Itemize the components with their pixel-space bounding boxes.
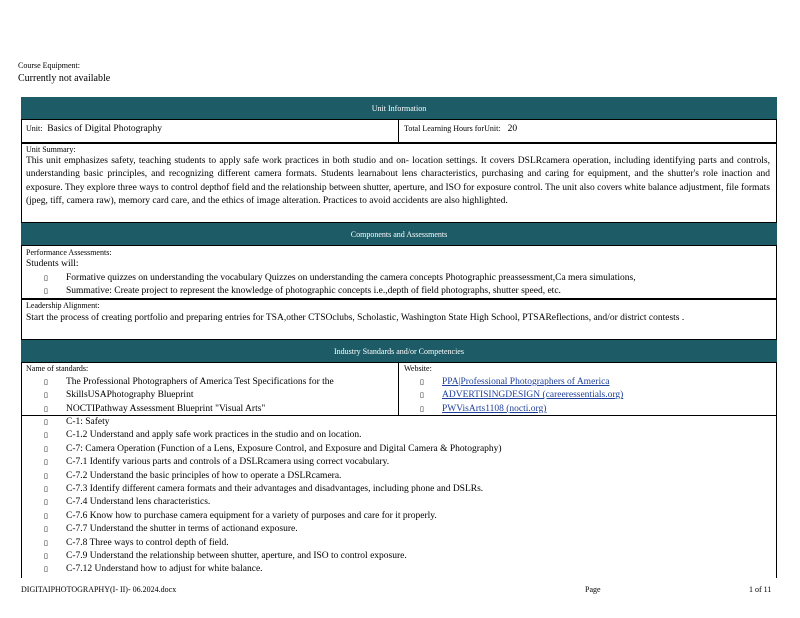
list-item: ▯ SkillsUSAPhotography Blueprint — [44, 389, 394, 402]
list-item: ▯ C-7: Camera Operation (Function of a Lens, Exposure Control, and Exposure and Digital Camera & Photography) — [44, 443, 772, 456]
bullet-icon: ▯ — [420, 378, 424, 386]
hours-value: 20 — [507, 124, 518, 134]
bullet-icon: ▯ — [44, 525, 48, 534]
list-item: ▯ C-7.3 Identify different camera formats and their advantages and disadvantages, including phone and DSLRs. — [44, 483, 772, 496]
unit-title — [26, 124, 162, 134]
bullet-icon: ▯ — [44, 444, 48, 453]
summary-text: This unit emphasizes safety, teaching students to apply safe work practices in both studio and on- location settings. It covers DSLRcamera operation, including identifying parts and controls, understanding basic principles, and recognizing different camera formats. Students learnabout lens characteristics, purchasing and caring for equipment, and the shutter's role inaction and exposure. They explore three ways to control depthof field and the relationship between shutter, aperture, and ISO for exposure control. The unit also covers white balance adjustment, file formats (jpeg, tiff, camera raw), memory card care, and the ethics of image alteration. Practices to avoid accidents are also highlighted. — [26, 156, 770, 207]
footer-page-count: 1 of 11 — [749, 585, 772, 594]
competencies-list — [44, 416, 772, 577]
leadership-label: Leadership Alignment: — [26, 301, 100, 310]
list-item: ▯ C-7.9 Understand the relationship between shutter, aperture, and ISO to control exposure. — [44, 550, 772, 563]
bullet-icon: ▯ — [44, 431, 48, 440]
bullet-icon: ▯ — [44, 404, 48, 413]
performance-label: Performance Assessments: — [26, 248, 112, 257]
performance-list — [44, 272, 772, 299]
bullet-icon: ▯ — [44, 511, 48, 520]
bullet-icon: ▯ — [44, 498, 48, 507]
website-link[interactable]: PWVisArts1108 (nocti.org) — [442, 403, 547, 414]
list-item: ▯ C-1: Safety — [44, 416, 772, 429]
bullet-icon: ▯ — [44, 538, 48, 547]
unit-name: Basics of Digital Photography — [47, 124, 162, 134]
bullet-icon: ▯ — [44, 485, 48, 494]
unit-label: Unit: — [26, 124, 43, 133]
list-item: ▯ C-7.1 Identify various parts and controls of a DSLRcamera using correct vocabulary. — [44, 456, 772, 469]
list-item: ▯ C-1.2 Understand and apply safe work practices in the studio and on location. — [44, 429, 772, 442]
website-link[interactable]: ADVERTISINGDESIGN (careeressentials.org) — [442, 390, 624, 401]
industry-header: Industry Standards and/or Competencies — [21, 340, 777, 362]
students-will: Students will: — [26, 259, 79, 269]
list-item: ▯ Summative: Create project to represent the knowledge of photographic concepts i.e.,depth of field photographs, shutter speed, etc. — [44, 285, 772, 298]
footer-page-label: Page — [585, 585, 601, 594]
bullet-icon: ▯ — [44, 391, 48, 400]
leadership-text: Start the process of creating portfolio and preparing entries for TSA,other CTSOclubs, Scholastic, Washington State High School, PTSAReflections, and/or district contests . — [26, 313, 685, 323]
bullet-icon: ▯ — [44, 418, 48, 426]
standards-list — [44, 376, 394, 416]
list-item — [420, 403, 770, 416]
list-item: ▯ NOCTIPathway Assessment Blueprint "Visual Arts" — [44, 403, 394, 416]
list-item: ▯ The Professional Photographers of America Test Specifications for the — [44, 376, 394, 389]
list-item: ▯ C-7.7 Understand the shutter in terms of actionand exposure. — [44, 523, 772, 536]
website-label: Website: — [404, 364, 432, 373]
summary-label: Unit Summary: — [26, 145, 76, 154]
list-item — [420, 389, 770, 402]
website-list — [420, 376, 770, 416]
bullet-icon: ▯ — [44, 378, 48, 386]
list-item: ▯ C-7.12 Understand how to adjust for white balance. — [44, 563, 772, 576]
footer-filename: DIGITAIPHOTOGRAPHY(I- II)- 06.2024.docx — [21, 585, 177, 594]
bullet-icon: ▯ — [420, 404, 424, 413]
bullet-icon: ▯ — [44, 565, 48, 574]
standards-label: Name of standards: — [26, 364, 89, 373]
list-item — [420, 376, 770, 389]
list-item: ▯ C-7.2 Understand the basic principles of how to operate a DSLRcamera. — [44, 470, 772, 483]
bullet-icon: ▯ — [44, 471, 48, 480]
bullet-icon: ▯ — [44, 458, 48, 467]
list-item: ▯ C-7.4 Understand lens characteristics. — [44, 496, 772, 509]
bullet-icon: ▯ — [44, 274, 48, 282]
components-header: Components and Assessments — [21, 223, 777, 245]
unit-hours — [404, 124, 517, 134]
website-link[interactable]: PPA|Professional Photographers of America — [442, 377, 610, 387]
list-item: ▯ C-7.8 Three ways to control depth of field. — [44, 537, 772, 550]
bullet-icon: ▯ — [420, 391, 424, 400]
course-equipment-label: Course Equipment: — [18, 61, 80, 70]
bullet-icon: ▯ — [44, 287, 48, 296]
list-item: ▯ Formative quizzes on understanding the vocabulary Quizzes on understanding the camera concepts Photographic preassessment,Ca mera simulations, — [44, 272, 772, 285]
bullet-icon: ▯ — [44, 552, 48, 561]
course-equipment-value: Currently not available — [18, 73, 111, 84]
list-item: ▯ C-7.6 Know how to purchase camera equipment for a variety of purposes and care for it properly. — [44, 510, 772, 523]
unit-information-header: Unit Information — [21, 97, 777, 119]
hours-label: Total Learning Hours forUnit: — [404, 124, 501, 133]
